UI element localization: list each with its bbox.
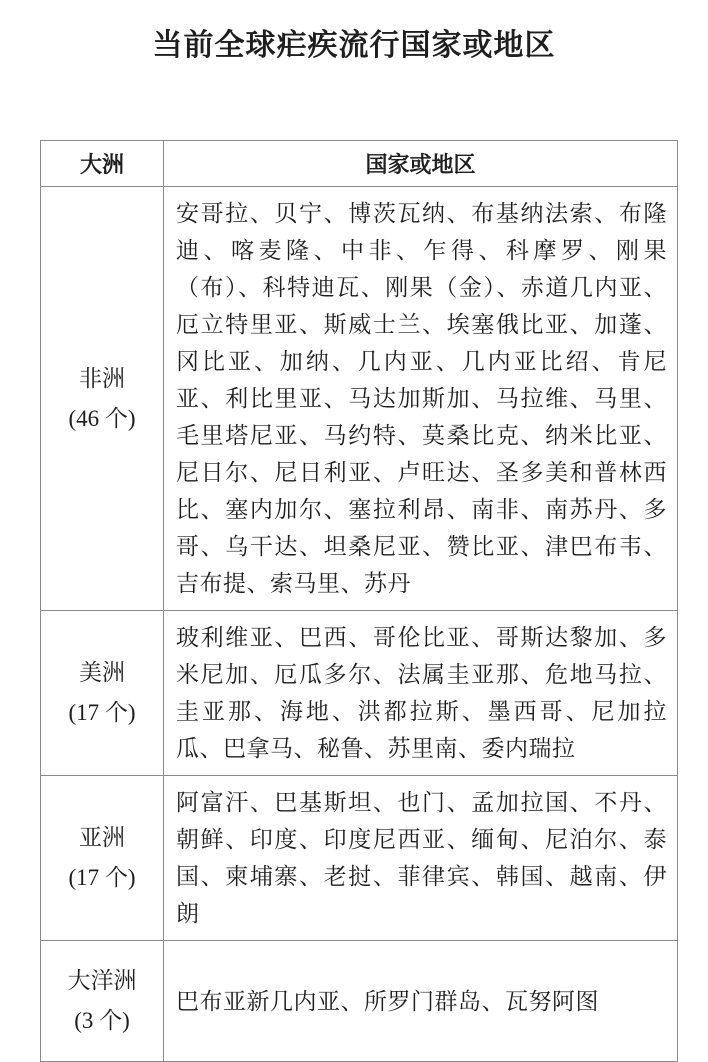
continent-count: (46 个): [68, 405, 136, 431]
document-page: [0, 28, 708, 1062]
continent-cell-africa: [41, 187, 164, 611]
continent-count: (17 个): [68, 865, 136, 890]
page-title: 当前全球疟疾流行国家或地区: [152, 29, 556, 62]
continent-count: (3 个): [74, 1008, 130, 1033]
countries-list-africa: 安哥拉、贝宁、博茨瓦纳、布基纳法索、布隆迪、喀麦隆、中非、乍得、科摩罗、刚果（布）、科特迪瓦、刚果（金）、赤道几内亚、厄立特里亚、斯威士兰、埃塞俄比亚、加蓬、冈比亚、加纳、几内亚、几内亚比绍、肯尼亚、利比里亚、马达加斯加、马拉维、马里、毛里塔尼亚、马约特、莫桑比克、纳米比亚、尼日尔、尼日利亚、卢旺达、圣多美和普林西比、塞内加尔、塞拉利昂、南非、南苏丹、多哥、乌干达、坦桑尼亚、赞比亚、津巴布韦、吉布提、索马里、苏丹: [164, 187, 678, 611]
table-row-asia: [41, 776, 678, 941]
continent-cell-asia: [41, 776, 164, 941]
header-countries: 国家或地区: [164, 141, 678, 187]
continent-name: 美洲: [79, 660, 125, 685]
countries-list-americas: 玻利维亚、巴西、哥伦比亚、哥斯达黎加、多米尼加、厄瓜多尔、法属圭亚那、危地马拉、圭亚那、海地、洪都拉斯、墨西哥、尼加拉瓜、巴拿马、秘鲁、苏里南、委内瑞拉: [164, 611, 678, 776]
table-row-oceania: [41, 941, 678, 1062]
continent-name: 非洲: [79, 365, 125, 391]
continent-name: 大洋洲: [67, 968, 137, 993]
continent-name: 亚洲: [79, 825, 125, 850]
continent-cell-americas: [41, 611, 164, 776]
continent-count: (17 个): [68, 700, 136, 725]
malaria-countries-table: [40, 140, 678, 1062]
countries-list-oceania: 巴布亚新几内亚、所罗门群岛、瓦努阿图: [164, 941, 678, 1062]
continent-cell-oceania: [41, 941, 164, 1062]
table-row-africa: [41, 187, 678, 611]
table-header-row: [41, 141, 678, 187]
header-continent: 大洲: [41, 141, 164, 187]
countries-list-asia: 阿富汗、巴基斯坦、也门、孟加拉国、不丹、朝鲜、印度、印度尼西亚、缅甸、尼泊尔、泰国、柬埔寨、老挝、菲律宾、韩国、越南、伊朗: [164, 776, 678, 941]
table-row-americas: [41, 611, 678, 776]
